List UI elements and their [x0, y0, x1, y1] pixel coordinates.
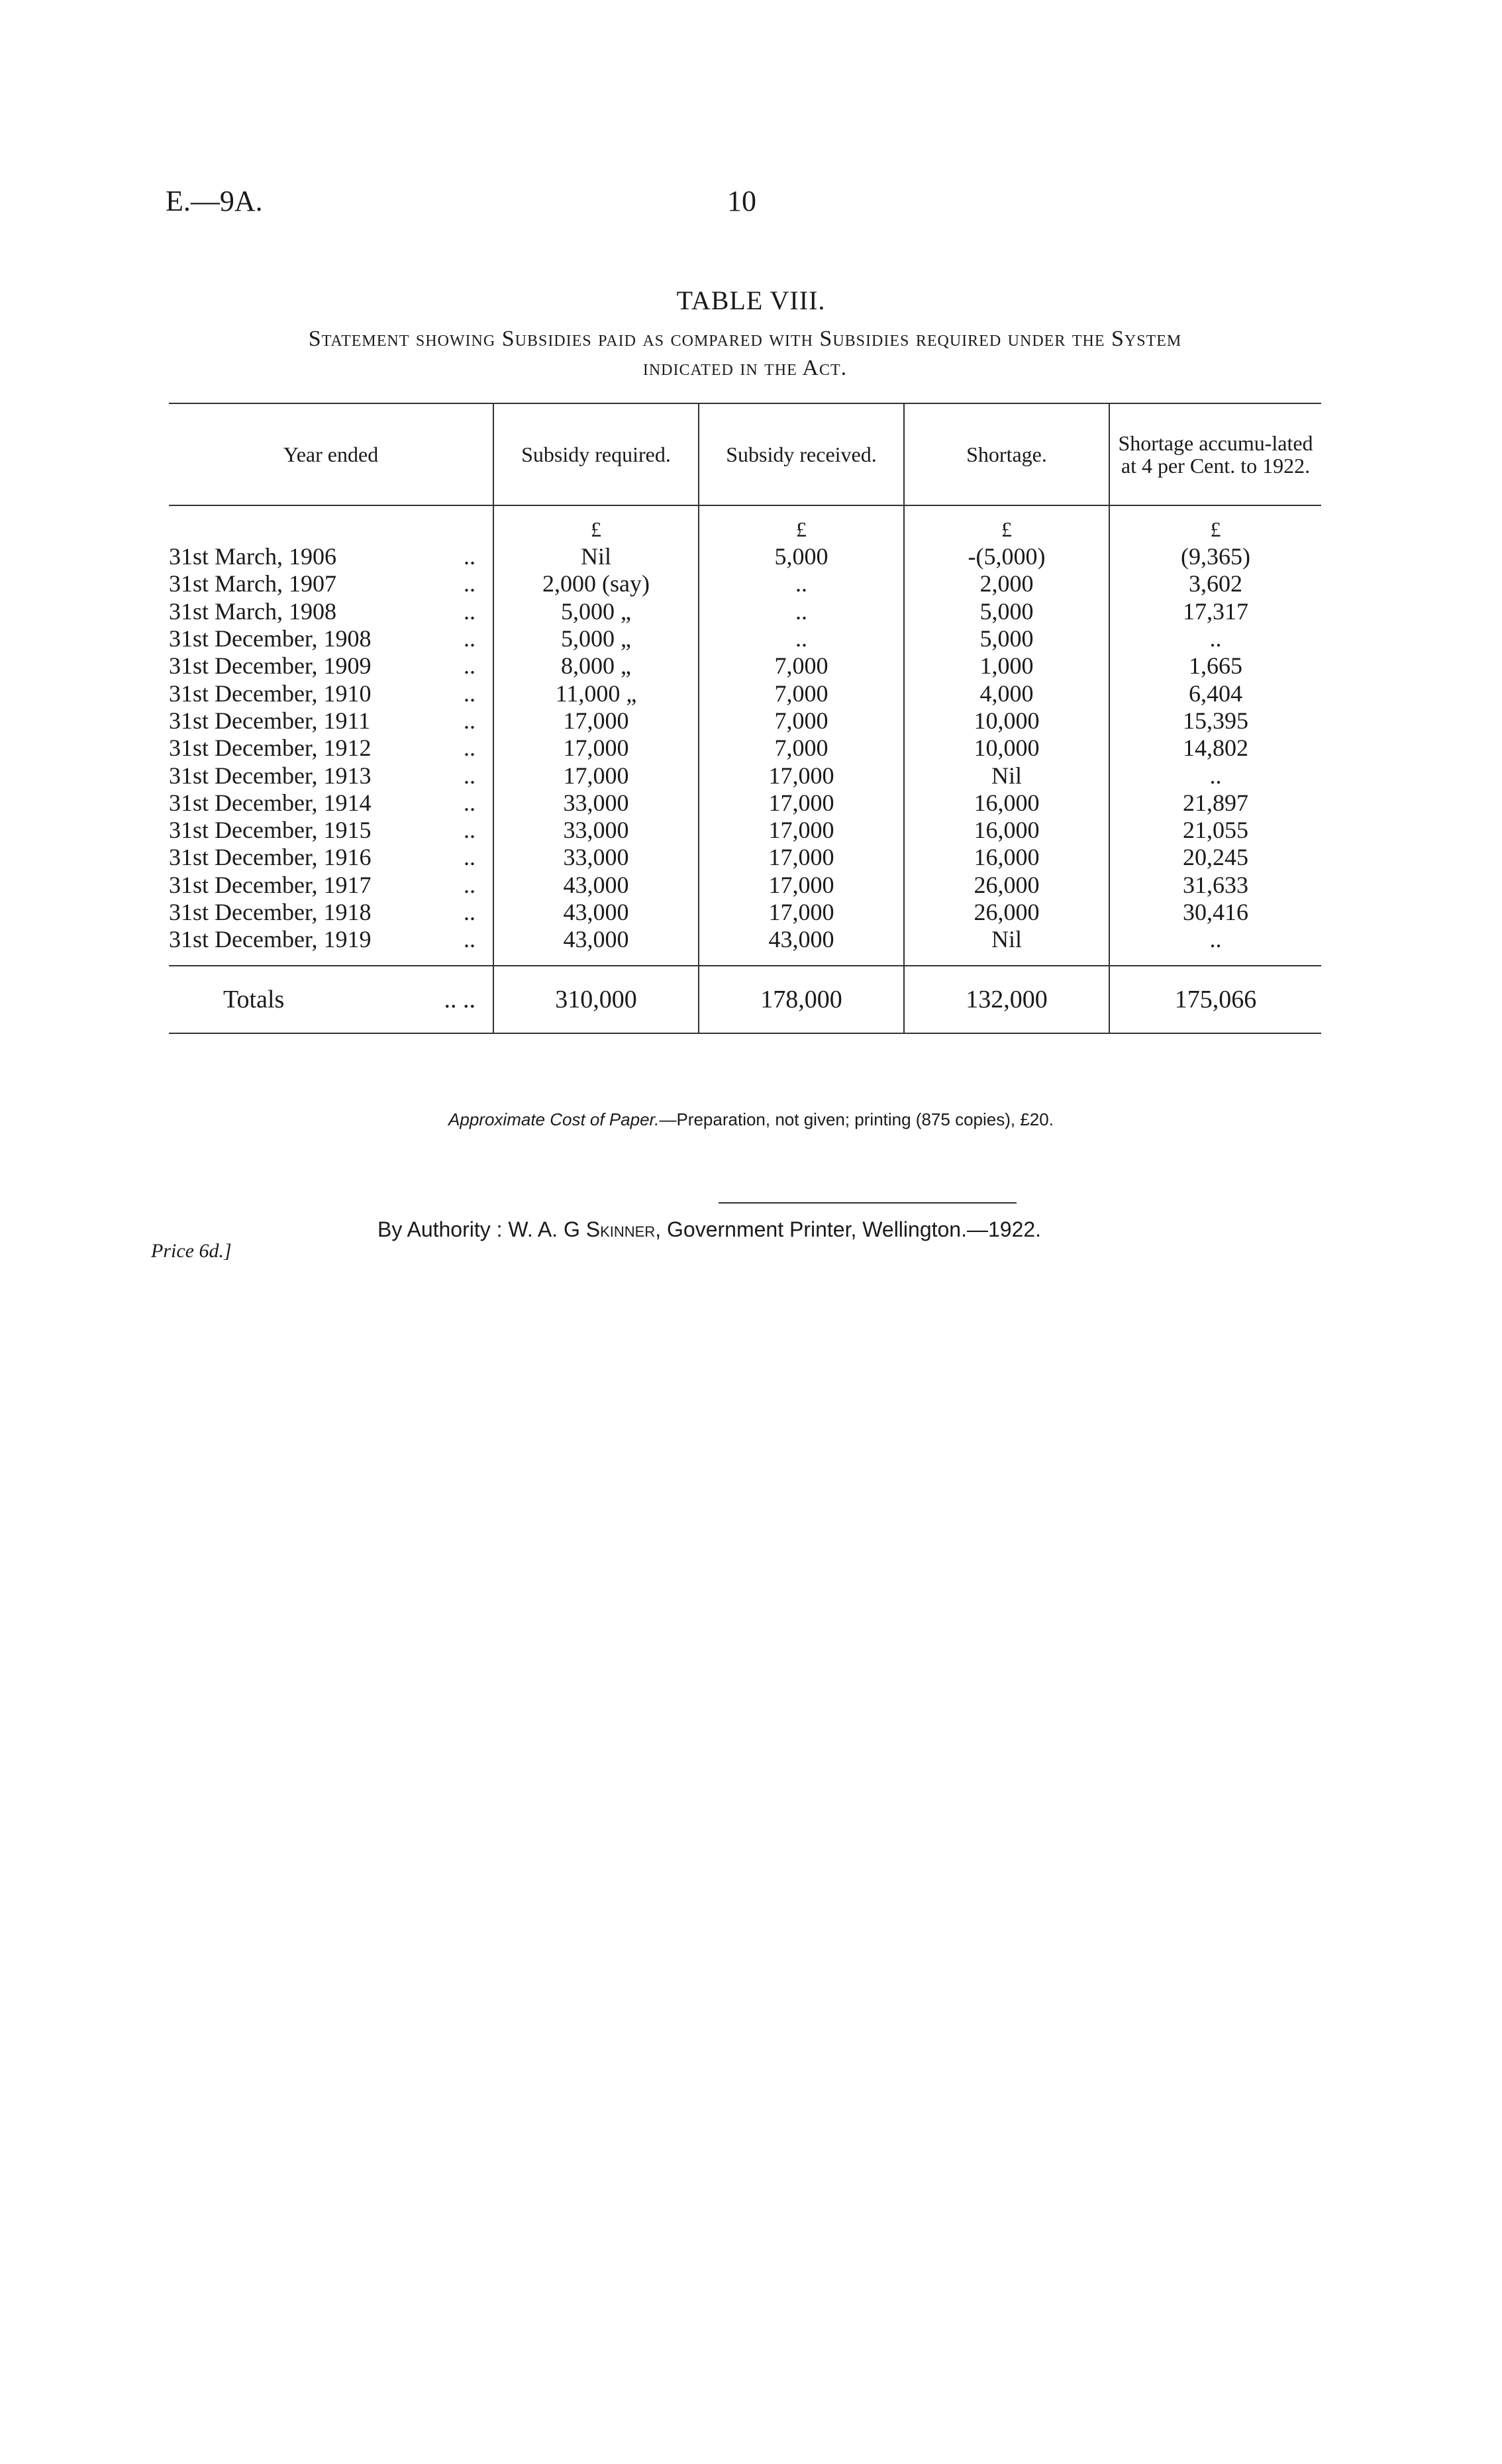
- cell-accumulated: 30,416: [1109, 899, 1321, 926]
- cell-dots: ..: [464, 926, 476, 953]
- cell-required: 43,000: [493, 926, 699, 953]
- table-caption: [169, 325, 1321, 383]
- cell-dots: ..: [464, 597, 476, 625]
- cell-year: 31st December, 1918: [169, 899, 372, 925]
- cell-shortage: 10,000: [904, 735, 1109, 762]
- cell-accumulated: 3,602: [1109, 570, 1321, 597]
- table-row: [169, 872, 1321, 899]
- column-header-received: Subsidy received.: [699, 403, 904, 505]
- cell-received: 17,000: [699, 872, 904, 899]
- cell-required: 17,000: [493, 735, 699, 762]
- cell-required: 33,000: [493, 844, 699, 871]
- table-row: [169, 790, 1321, 817]
- cell-shortage: -(5,000): [904, 543, 1109, 570]
- unit-shortage: £: [904, 505, 1109, 543]
- cell-year: 31st December, 1914: [169, 789, 372, 816]
- cell-accumulated: 14,802: [1109, 735, 1321, 762]
- totals-required: 310,000: [493, 966, 699, 1033]
- cell-dots: ..: [464, 707, 476, 734]
- cell-shortage: Nil: [904, 762, 1109, 789]
- cell-dots: ..: [464, 899, 476, 925]
- table-row: [169, 680, 1321, 707]
- cell-shortage: 10,000: [904, 707, 1109, 735]
- column-header-year: Year ended: [169, 403, 493, 505]
- authority-prefix: By Authority : W. A. G: [377, 1217, 586, 1241]
- table-row: [169, 899, 1321, 926]
- cell-required: 8,000 „: [493, 652, 699, 680]
- cell-required: 43,000: [493, 872, 699, 899]
- cell-year: 31st December, 1910: [169, 680, 372, 707]
- cell-accumulated: 21,055: [1109, 817, 1321, 844]
- cost-note: [0, 1109, 1502, 1130]
- cell-dots: ..: [464, 680, 476, 707]
- cell-required: 11,000 „: [493, 680, 699, 707]
- totals-label: Totals: [169, 966, 421, 1033]
- cell-received: ..: [699, 598, 904, 625]
- cell-shortage: 4,000: [904, 680, 1109, 707]
- cell-dots: ..: [464, 570, 476, 597]
- cell-year: 31st March, 1907: [169, 570, 336, 597]
- cell-shortage: 16,000: [904, 790, 1109, 817]
- cell-year: 31st March, 1906: [169, 543, 336, 570]
- table-row: [169, 625, 1321, 652]
- table-row: [169, 844, 1321, 871]
- table-row: [169, 707, 1321, 735]
- table-row: [169, 735, 1321, 762]
- cell-dots: ..: [464, 871, 476, 898]
- cell-required: 5,000 „: [493, 598, 699, 625]
- cell-shortage: 1,000: [904, 652, 1109, 680]
- totals-accumulated: 175,066: [1109, 966, 1321, 1033]
- cell-shortage: 16,000: [904, 844, 1109, 871]
- cell-dots: ..: [464, 789, 476, 816]
- price-note: Price 6d.]: [151, 1240, 232, 1262]
- cell-received: 17,000: [699, 762, 904, 789]
- cell-received: 7,000: [699, 707, 904, 735]
- cell-accumulated: ..: [1109, 762, 1321, 789]
- cell-year: 31st March, 1908: [169, 597, 336, 625]
- cell-accumulated: 17,317: [1109, 598, 1321, 625]
- cell-received: ..: [699, 625, 904, 652]
- cell-accumulated: 6,404: [1109, 680, 1321, 707]
- subsidy-table: [169, 403, 1321, 1034]
- cell-required: 33,000: [493, 790, 699, 817]
- cell-shortage: 16,000: [904, 817, 1109, 844]
- table-caption-line-2: indicated in the Act.: [642, 356, 848, 380]
- cell-required: 17,000: [493, 707, 699, 735]
- cell-year: 31st December, 1908: [169, 625, 372, 652]
- cell-accumulated: 20,245: [1109, 844, 1321, 871]
- column-header-required: Subsidy required.: [493, 403, 699, 505]
- totals-received: 178,000: [699, 966, 904, 1033]
- cell-received: 7,000: [699, 680, 904, 707]
- table-header-row: [169, 403, 1321, 505]
- cell-accumulated: (9,365): [1109, 543, 1321, 570]
- cost-note-label: Approximate Cost of Paper.: [448, 1109, 660, 1129]
- cell-received: 7,000: [699, 735, 904, 762]
- cell-dots: ..: [464, 844, 476, 871]
- cell-year: 31st December, 1917: [169, 871, 372, 898]
- cell-dots: ..: [464, 817, 476, 844]
- cell-required: 5,000 „: [493, 625, 699, 652]
- cell-accumulated: 1,665: [1109, 652, 1321, 680]
- authority-suffix: , Government Printer, Wellington.—1922.: [655, 1217, 1042, 1241]
- cell-received: 7,000: [699, 652, 904, 680]
- cell-received: 17,000: [699, 817, 904, 844]
- cell-shortage: 26,000: [904, 899, 1109, 926]
- cell-year: 31st December, 1912: [169, 735, 372, 762]
- cell-year: 31st December, 1909: [169, 652, 372, 680]
- cell-year: 31st December, 1913: [169, 762, 372, 789]
- cell-required: 43,000: [493, 899, 699, 926]
- cell-received: 17,000: [699, 844, 904, 871]
- cell-dots: ..: [464, 735, 476, 762]
- units-row: [169, 505, 1321, 543]
- cell-received: 5,000: [699, 543, 904, 570]
- authority-name: Skinner: [585, 1217, 656, 1241]
- cell-shortage: Nil: [904, 926, 1109, 953]
- subsidy-table-grid: [169, 403, 1321, 1034]
- cell-dots: ..: [464, 652, 476, 680]
- cell-shortage: 5,000: [904, 625, 1109, 652]
- table-row: [169, 543, 1321, 570]
- cost-note-text: —Preparation, not given; printing (875 copies), £20.: [659, 1109, 1054, 1129]
- totals-dots: .. ..: [421, 966, 493, 1033]
- cell-accumulated: ..: [1109, 926, 1321, 953]
- cell-year: 31st December, 1915: [169, 817, 372, 844]
- unit-received: £: [699, 505, 904, 543]
- totals-row: [169, 966, 1321, 1033]
- table-row: [169, 926, 1321, 953]
- table-row: [169, 570, 1321, 597]
- cell-dots: ..: [464, 543, 476, 570]
- page-number: 10: [727, 185, 756, 217]
- cell-received: 17,000: [699, 899, 904, 926]
- totals-shortage: 132,000: [904, 966, 1109, 1033]
- table-body: [169, 505, 1321, 953]
- cell-year: 31st December, 1916: [169, 844, 372, 871]
- table-caption-line-1: Statement showing Subsidies paid as compared with Subsidies required under the System: [308, 327, 1182, 351]
- cell-shortage: 26,000: [904, 872, 1109, 899]
- column-header-accumulated: Shortage accumu-lated at 4 per Cent. to 1922.: [1109, 403, 1321, 505]
- table-row: [169, 817, 1321, 844]
- cell-year: 31st December, 1911: [169, 707, 371, 734]
- cell-received: ..: [699, 570, 904, 597]
- cell-shortage: 2,000: [904, 570, 1109, 597]
- cell-required: 17,000: [493, 762, 699, 789]
- cell-year: 31st December, 1919: [169, 926, 372, 953]
- printer-authority: [377, 1217, 1041, 1242]
- cell-accumulated: 15,395: [1109, 707, 1321, 735]
- cell-required: 2,000 (say): [493, 570, 699, 597]
- document-code: E.—9A.: [166, 185, 263, 217]
- cell-shortage: 5,000: [904, 598, 1109, 625]
- unit-required: £: [493, 505, 699, 543]
- divider-rule: [719, 1202, 1017, 1204]
- table-row: [169, 652, 1321, 680]
- cell-accumulated: 21,897: [1109, 790, 1321, 817]
- cell-dots: ..: [464, 625, 476, 652]
- cell-received: 17,000: [699, 790, 904, 817]
- column-header-shortage: Shortage.: [904, 403, 1109, 505]
- cell-received: 43,000: [699, 926, 904, 953]
- table-row: [169, 762, 1321, 789]
- cell-accumulated: ..: [1109, 625, 1321, 652]
- cell-required: Nil: [493, 543, 699, 570]
- table-title: TABLE VIII.: [676, 285, 826, 315]
- unit-accumulated: £: [1109, 505, 1321, 543]
- table-row: [169, 598, 1321, 625]
- cell-dots: ..: [464, 762, 476, 789]
- cell-accumulated: 31,633: [1109, 872, 1321, 899]
- cell-required: 33,000: [493, 817, 699, 844]
